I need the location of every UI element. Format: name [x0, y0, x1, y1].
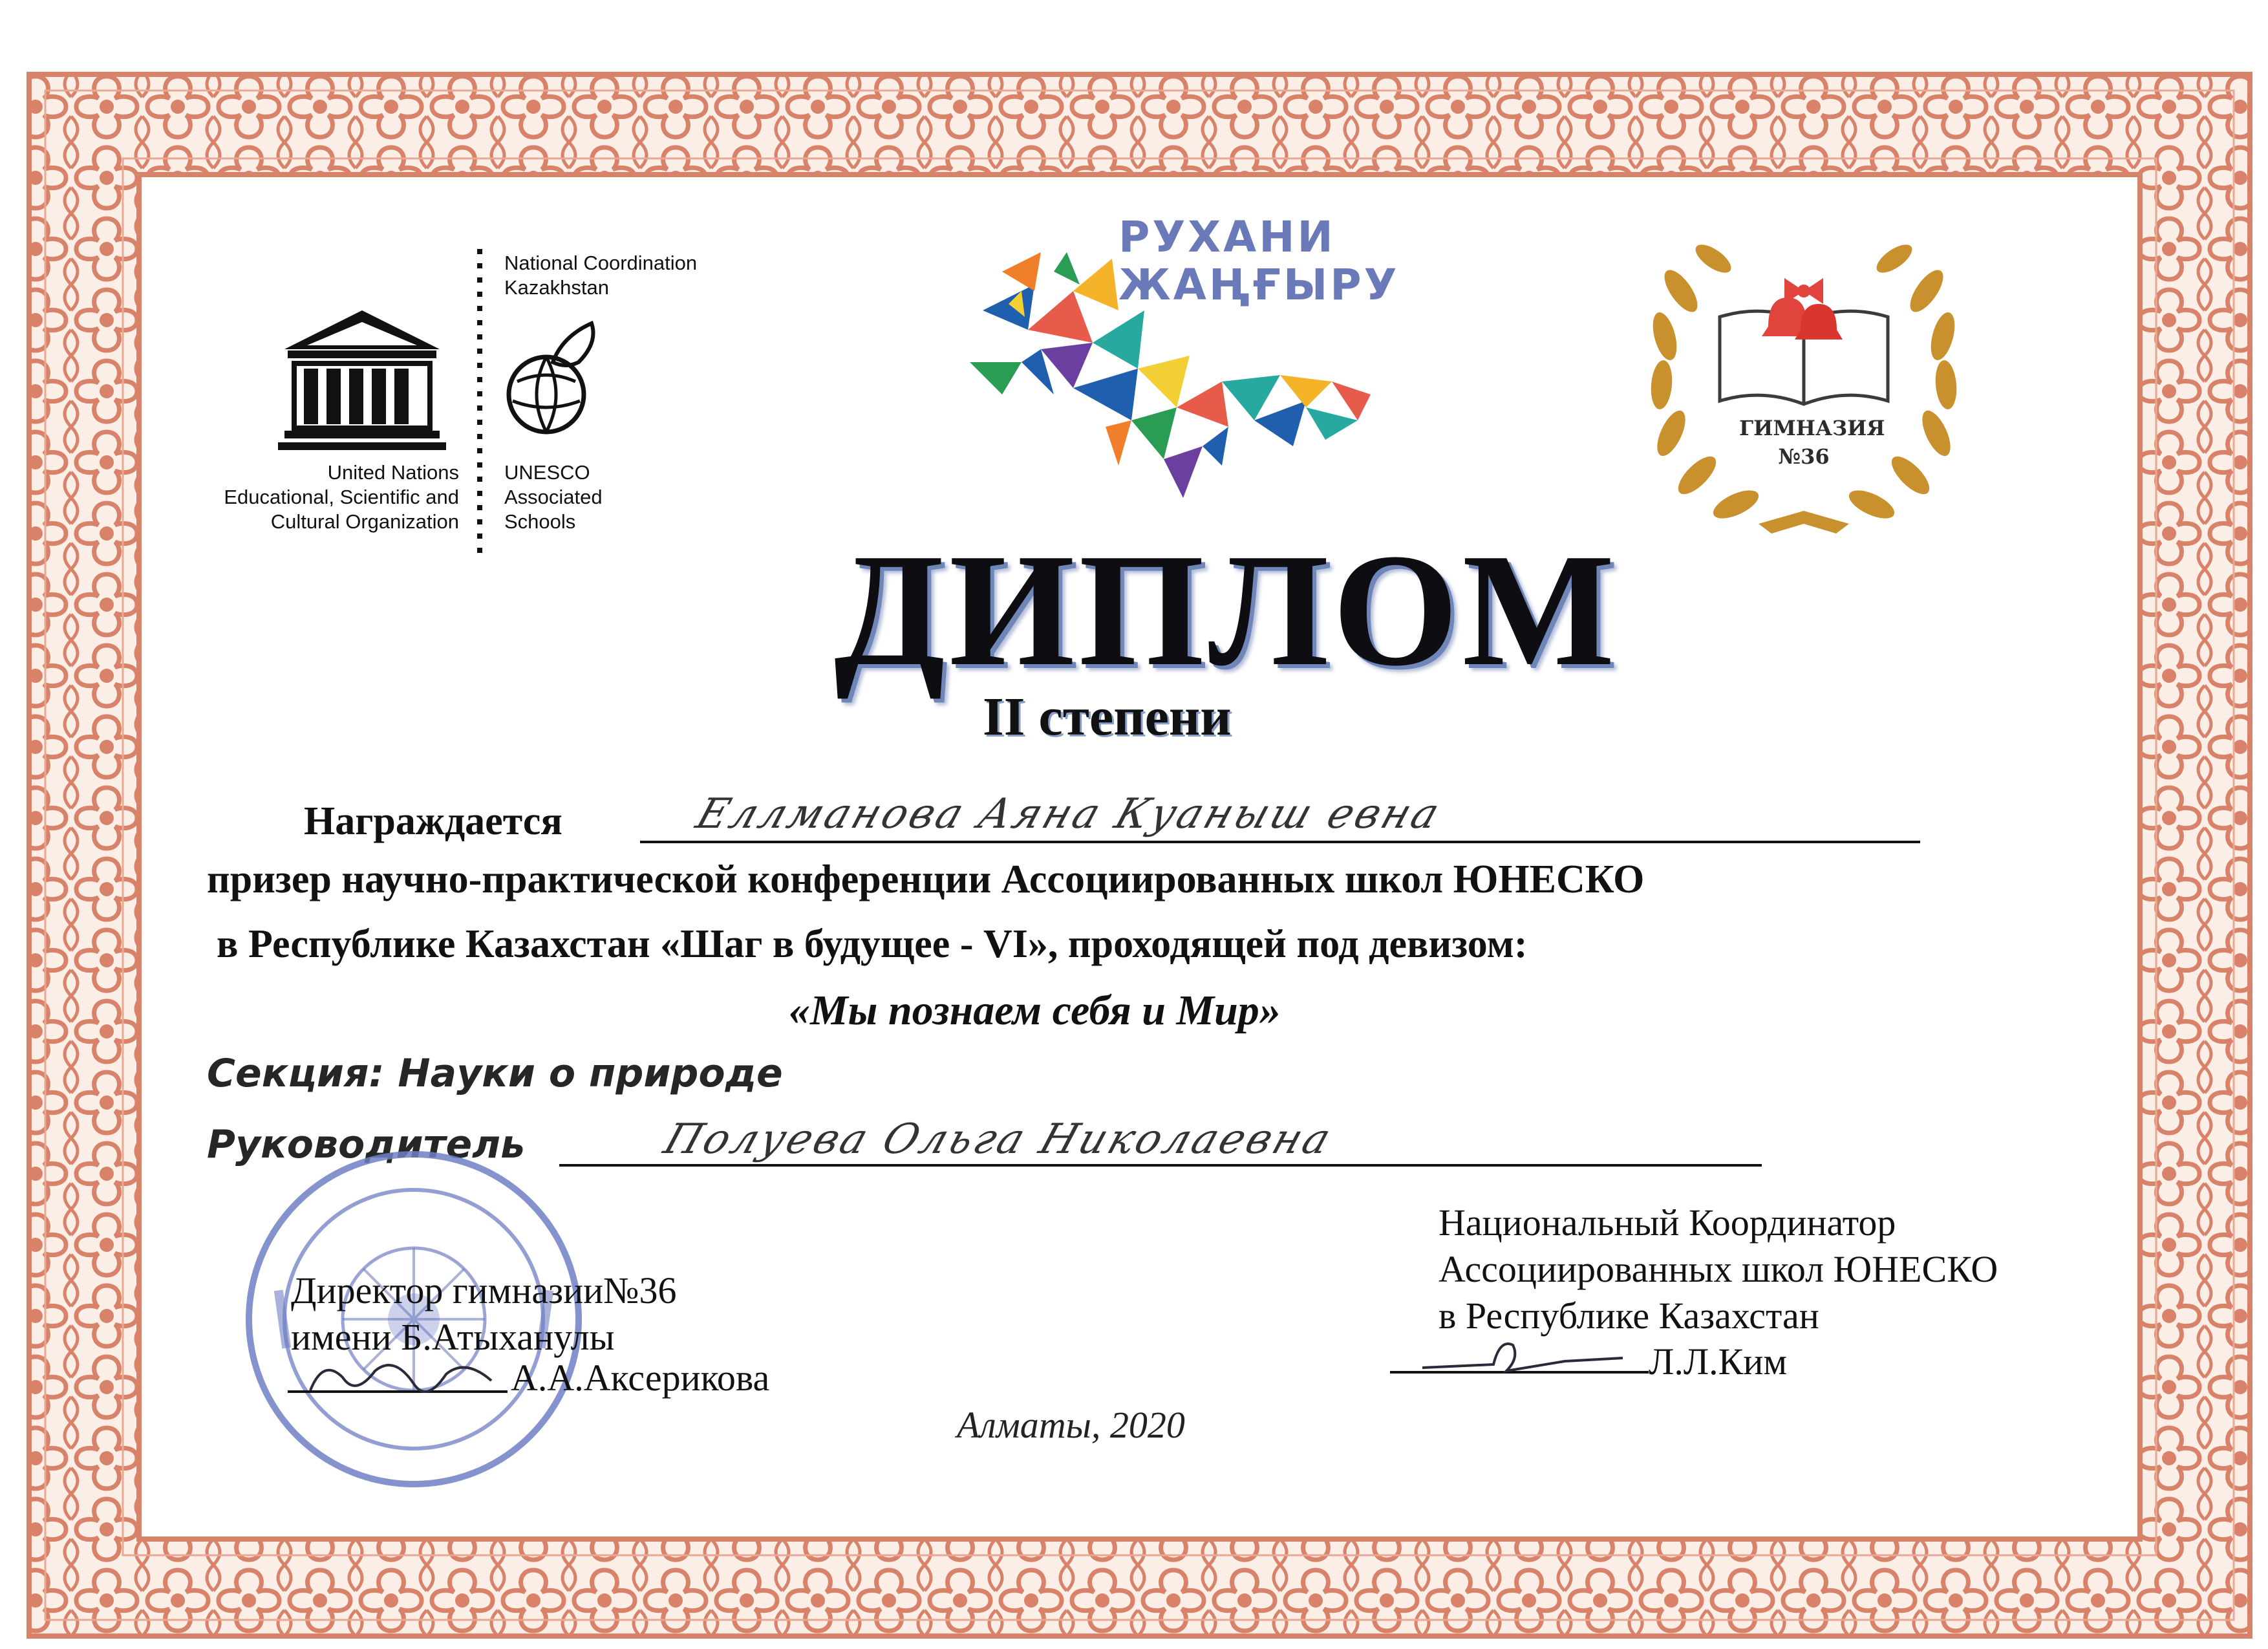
unesco-temple-logo	[278, 304, 446, 453]
recipient-name: Еллманова Аяна Куаныш евна	[690, 790, 1448, 838]
coordinator-signature	[1409, 1332, 1649, 1384]
diploma-title: ДИПЛОМ	[834, 521, 1619, 700]
coordinator-name: Л.Л.Ким	[1649, 1341, 1788, 1383]
awarded-label: Награждается	[304, 799, 562, 843]
national-coordination-label: National Coordination Kazakhstan	[504, 252, 698, 299]
associated-schools-globe-icon	[501, 317, 611, 446]
dotted-separator	[476, 249, 484, 559]
supervisor-label: Руководитель	[207, 1122, 526, 1167]
city-year: Алматы, 2020	[957, 1404, 1185, 1446]
director-block: Директор гимназии№36 имени Б.Атыханулы	[291, 1269, 677, 1358]
body-line-2: в Республике Казахстан «Шаг в будущее - VI», проходящей под девизом:	[217, 922, 1528, 966]
section-name: Секция: Науки о природе	[207, 1051, 783, 1096]
supervisor-name: Полуева Ольга Николаевна	[658, 1116, 1339, 1163]
coordinator-block: Национальный Координатор Ассоциированных школ ЮНЕСКО в Республике Казахстан	[1439, 1202, 1998, 1337]
director-signature	[304, 1352, 517, 1410]
unesco-organization-name: United Nations Educational, Scientific and Cultural Organization	[224, 461, 459, 533]
gymnasium-emblem-label: ГИМНАЗИЯ №36	[1739, 416, 1885, 469]
diploma-degree: II степени	[983, 687, 1232, 747]
associated-schools-label: UNESCO Associated Schools	[504, 461, 603, 533]
body-line-1: призер научно-практической конференции Ассоциированных школ ЮНЕСКО	[207, 857, 1645, 901]
rukhani-wordmark: РУХАНИ ЖАҢҒЫРУ	[1118, 212, 1400, 310]
gymnasium-emblem	[1629, 207, 1978, 543]
director-name: А.А.Аксерикова	[511, 1357, 770, 1399]
motto: «Мы познаем себя и Мир»	[789, 987, 1281, 1034]
